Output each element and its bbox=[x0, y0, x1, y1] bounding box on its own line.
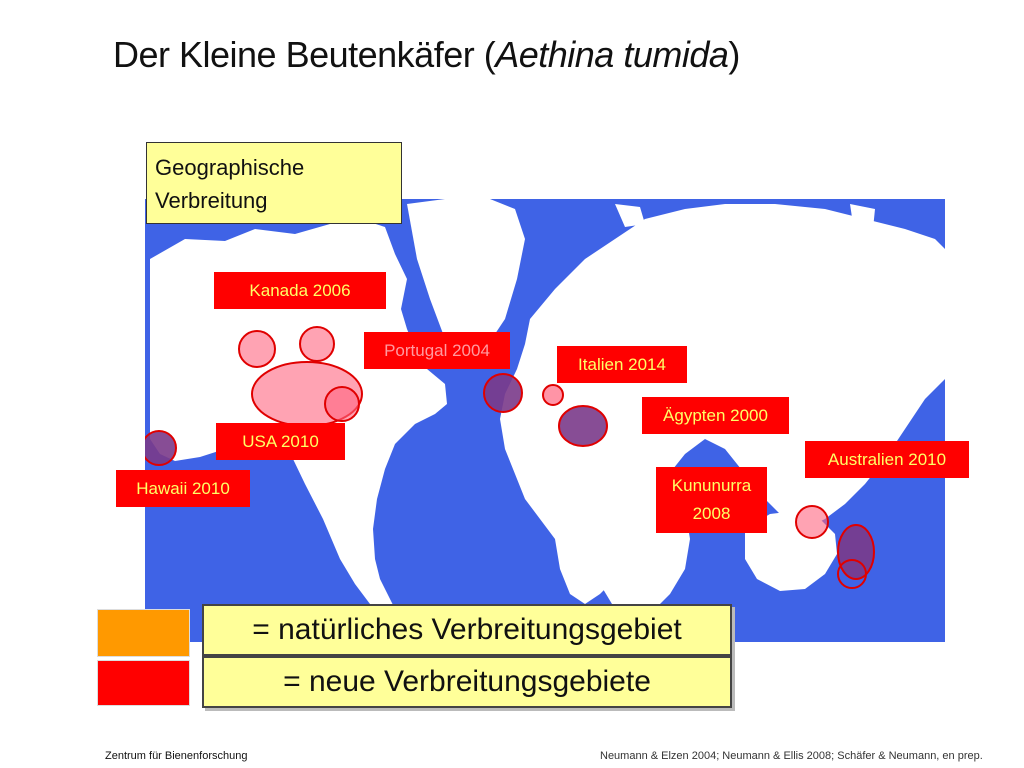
marker-kanada-east bbox=[300, 327, 334, 361]
legend-new-swatch bbox=[97, 660, 190, 706]
world-map bbox=[145, 199, 945, 642]
label-usa: USA 2010 bbox=[216, 423, 345, 460]
label-hawaii: Hawaii 2010 bbox=[116, 470, 250, 507]
legend-natural-swatch bbox=[97, 609, 190, 657]
marker-portugal bbox=[484, 374, 522, 412]
label-australien: Australien 2010 bbox=[805, 441, 969, 478]
marker-italien bbox=[543, 385, 563, 405]
label-aegypten: Ägypten 2000 bbox=[642, 397, 789, 434]
footer-institution: Zentrum für Bienenforschung bbox=[105, 750, 248, 762]
label-kanada: Kanada 2006 bbox=[214, 272, 386, 309]
label-italien: Italien 2014 bbox=[557, 346, 687, 383]
page-title: Der Kleine Beutenkäfer (Aethina tumida) bbox=[113, 34, 740, 75]
label-portugal: Portugal 2004 bbox=[364, 332, 510, 369]
marker-kununurra bbox=[796, 506, 828, 538]
map-title-box: Geographische Verbreitung bbox=[146, 142, 402, 224]
label-kununurra-line1: Kununurra bbox=[671, 476, 752, 495]
footer-references: Neumann & Elzen 2004; Neumann & Ellis 2008; Schäfer & Neumann, en prep. bbox=[600, 750, 983, 762]
legend-natural: = natürliches Verbreitungsgebiet bbox=[202, 604, 732, 656]
label-kununurra-line2: 2008 bbox=[692, 504, 731, 523]
legend-new: = neue Verbreitungsgebiete bbox=[202, 656, 732, 708]
label-kununurra bbox=[656, 467, 767, 533]
marker-usa-east bbox=[325, 387, 359, 421]
marker-australien bbox=[838, 525, 874, 579]
marker-hawaii bbox=[145, 431, 176, 465]
marker-kanada-west bbox=[239, 331, 275, 367]
marker-aegypten bbox=[559, 406, 607, 446]
